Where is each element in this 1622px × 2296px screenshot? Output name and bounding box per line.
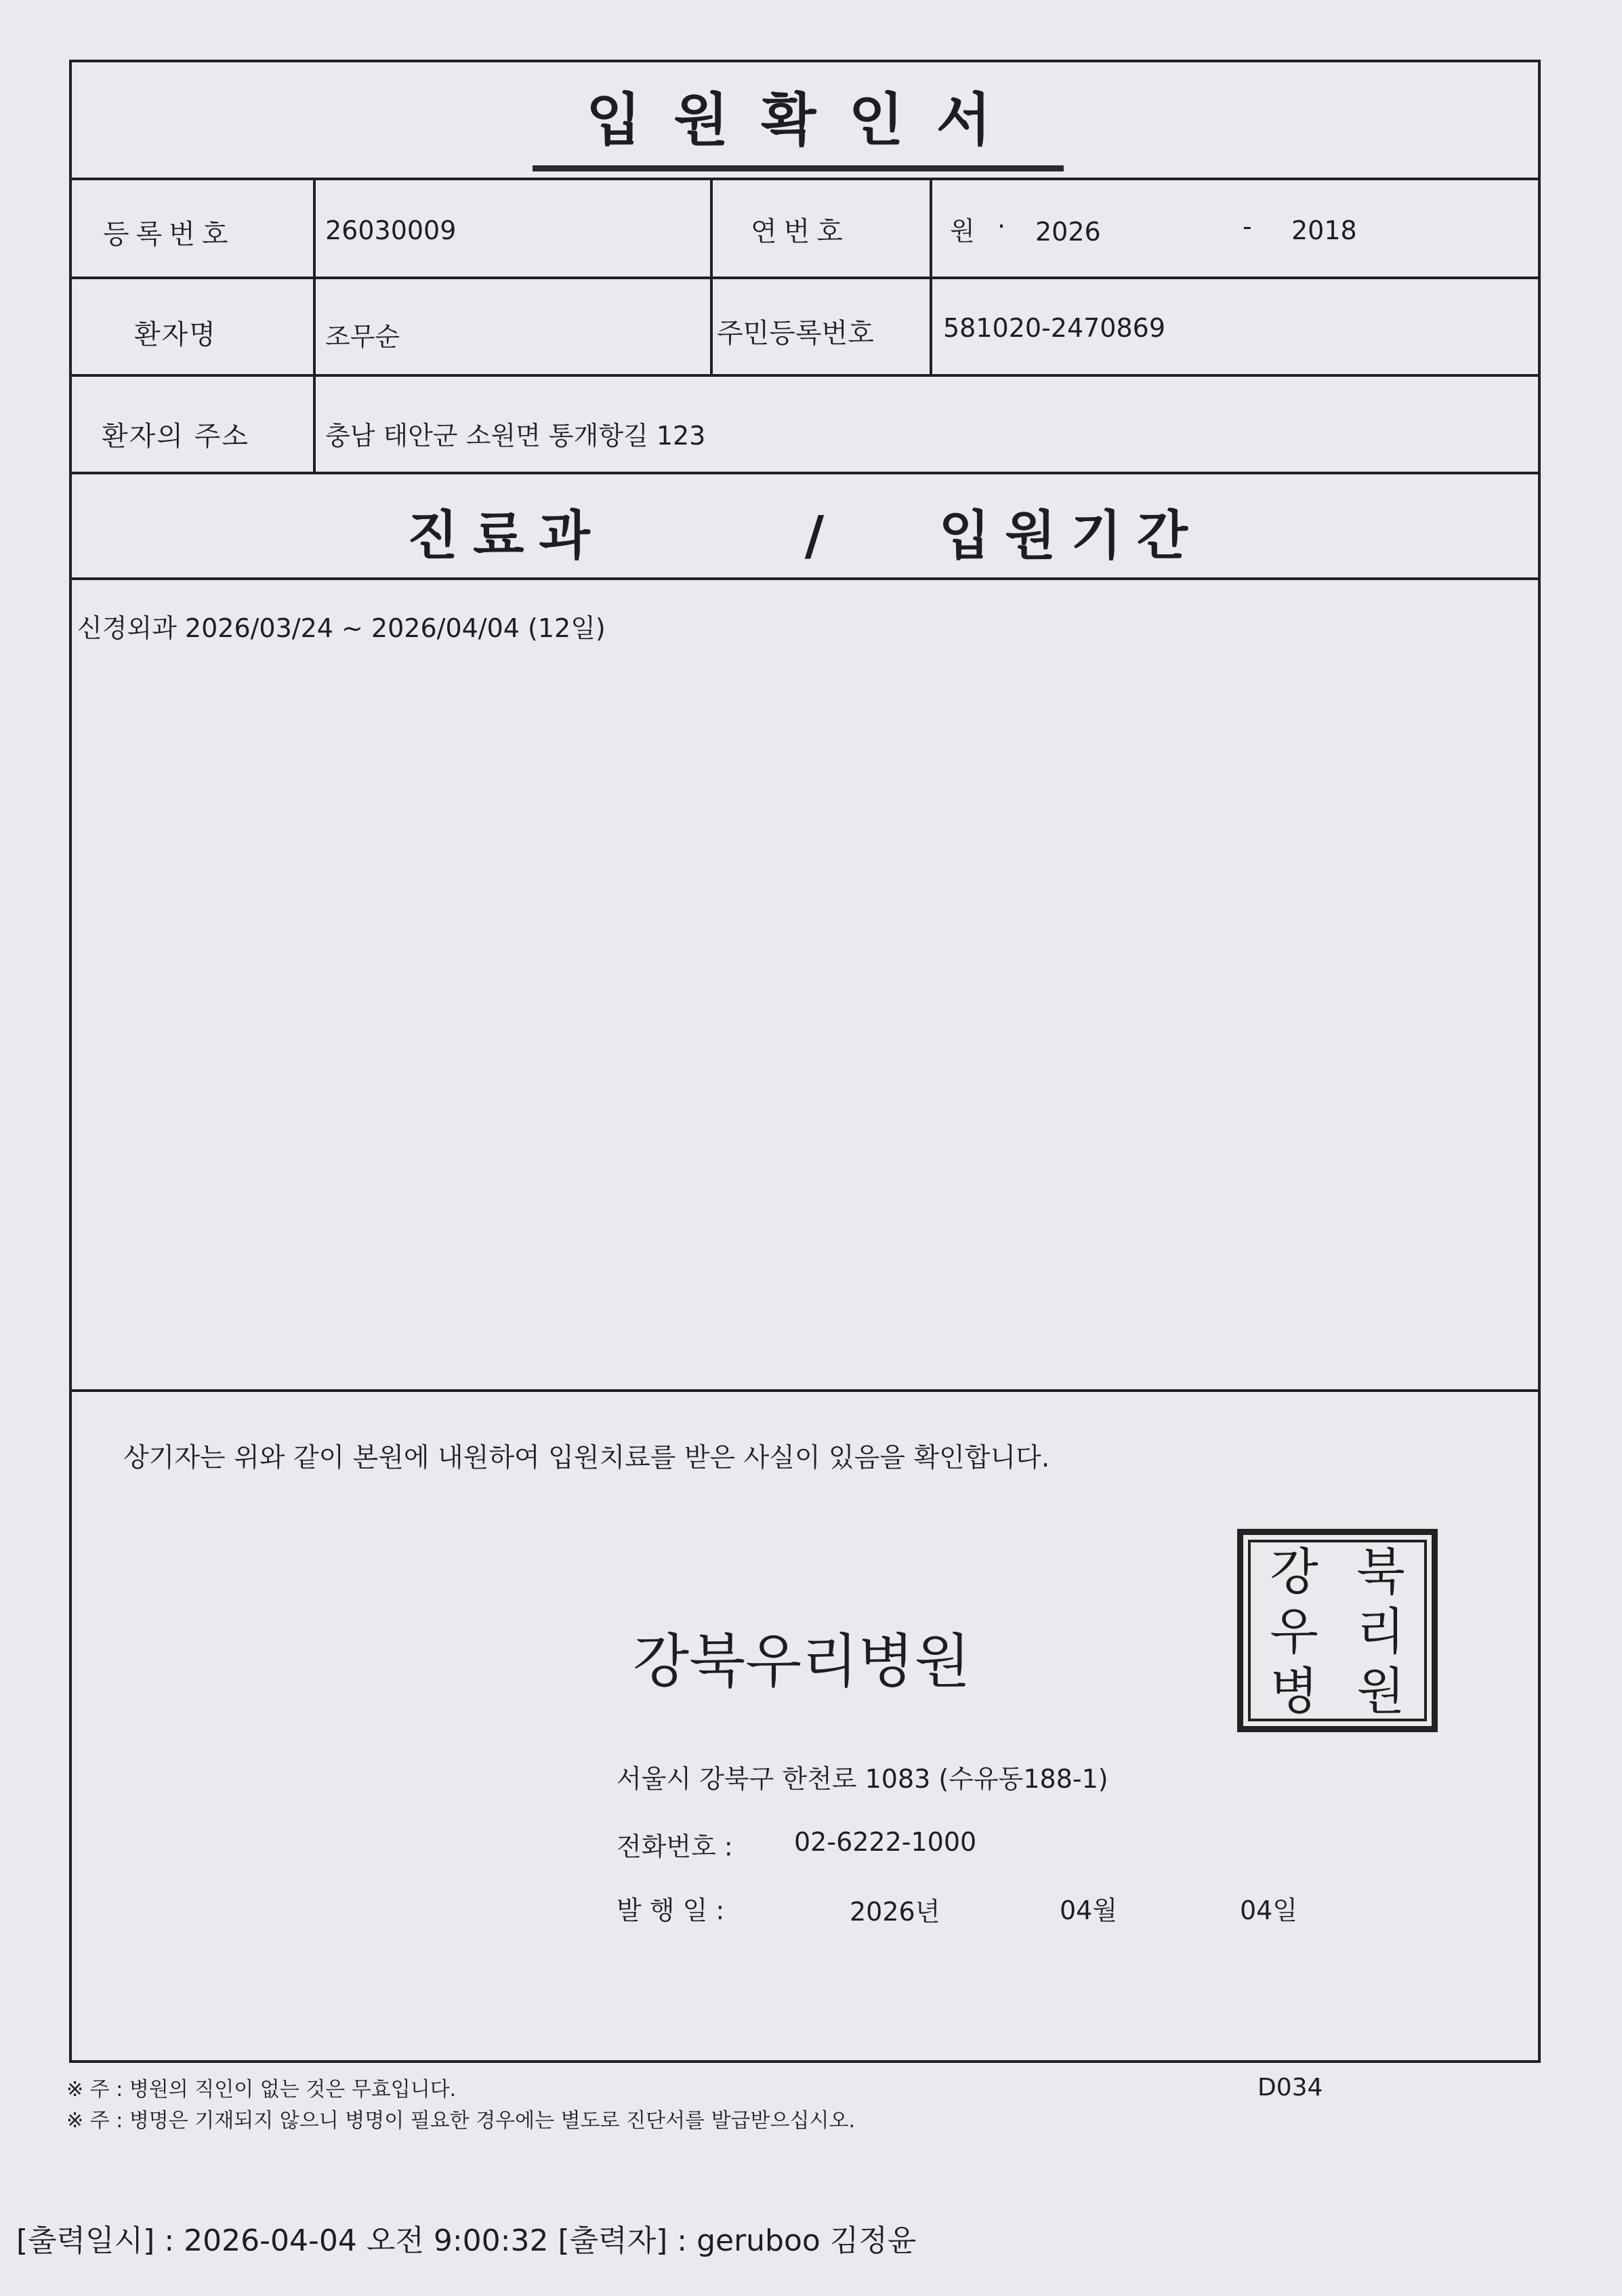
hospital-address: 서울시 강북구 한천로 1083 (수유동188-1) bbox=[617, 1764, 1108, 1794]
row-line-1 bbox=[69, 276, 1541, 279]
serial-number: 2018 bbox=[1291, 216, 1357, 245]
seal-glyph: 리 bbox=[1356, 1603, 1405, 1661]
patient-name-value: 조무순 bbox=[325, 322, 400, 352]
phone-value: 02-6222-1000 bbox=[794, 1827, 977, 1857]
content-bottom-line bbox=[69, 1389, 1541, 1392]
serial-year: 2026 bbox=[1035, 217, 1101, 247]
patient-name-label: 환자명 bbox=[134, 319, 217, 350]
certification-text: 상기자는 위와 같이 본원에 내원하여 입원치료를 받은 사실이 있음을 확인합니다. bbox=[123, 1443, 1050, 1473]
hospital-name: 강북우리병원 bbox=[633, 1628, 971, 1696]
document-title: 입원확인서 bbox=[586, 87, 1024, 153]
registration-value: 26030009 bbox=[325, 216, 457, 245]
phone-label: 전화번호 : bbox=[617, 1832, 733, 1862]
address-label: 환자의 주소 bbox=[102, 421, 249, 452]
issue-label: 발 행 일 : bbox=[617, 1895, 725, 1925]
table-top-line bbox=[69, 178, 1541, 180]
section-header bbox=[69, 493, 1541, 569]
print-info: [출력일시] : 2026-04-04 오전 9:00:32 [출력자] : geruboo 김정윤 bbox=[16, 2223, 917, 2258]
resident-id-label: 주민등록번호 bbox=[717, 318, 874, 349]
admission-entry: 신경외과 2026/03/24 ~ 2026/04/04 (12일) bbox=[77, 613, 606, 643]
seal-glyph: 병 bbox=[1270, 1662, 1318, 1721]
seal-glyph: 강 bbox=[1270, 1543, 1318, 1601]
seal-glyph: 원 bbox=[1356, 1662, 1405, 1721]
hospital-seal-inner bbox=[1248, 1540, 1427, 1721]
registration-label: 등록번호 bbox=[103, 219, 235, 250]
seal-glyph: 북 bbox=[1356, 1543, 1405, 1601]
row-line-2 bbox=[69, 374, 1541, 377]
period-heading: 입원기간 bbox=[938, 506, 1203, 567]
note-line-1: ※ 주 : 병원의 직인이 없는 것은 무효입니다. bbox=[66, 2078, 457, 2102]
serial-label: 연번호 bbox=[751, 216, 850, 247]
seal-glyph: 우 bbox=[1270, 1603, 1318, 1661]
label-column-divider bbox=[313, 178, 316, 472]
serial-dash: - bbox=[1243, 211, 1252, 241]
heading-separator: / bbox=[804, 506, 839, 567]
resident-id-value: 581020-2470869 bbox=[943, 313, 1166, 343]
title-underline bbox=[533, 165, 1064, 171]
issue-year: 2026년 bbox=[850, 1897, 940, 1927]
serial-dot: · bbox=[997, 211, 1006, 241]
middle-column-divider bbox=[710, 178, 713, 374]
form-code: D034 bbox=[1257, 2074, 1323, 2102]
section-header-line bbox=[69, 577, 1541, 580]
right-label-divider bbox=[930, 178, 932, 374]
serial-prefix: 원 bbox=[950, 216, 975, 246]
dept-heading: 진료과 bbox=[407, 506, 605, 567]
note-line-2: ※ 주 : 병명은 기재되지 않으니 병명이 필요한 경우에는 별도로 진단서를 발급받으십시오. bbox=[66, 2109, 855, 2133]
issue-month: 04월 bbox=[1060, 1895, 1118, 1925]
address-value: 충남 태안군 소원면 통개항길 123 bbox=[325, 421, 706, 451]
row-line-3 bbox=[69, 472, 1541, 474]
issue-day: 04일 bbox=[1240, 1895, 1298, 1925]
